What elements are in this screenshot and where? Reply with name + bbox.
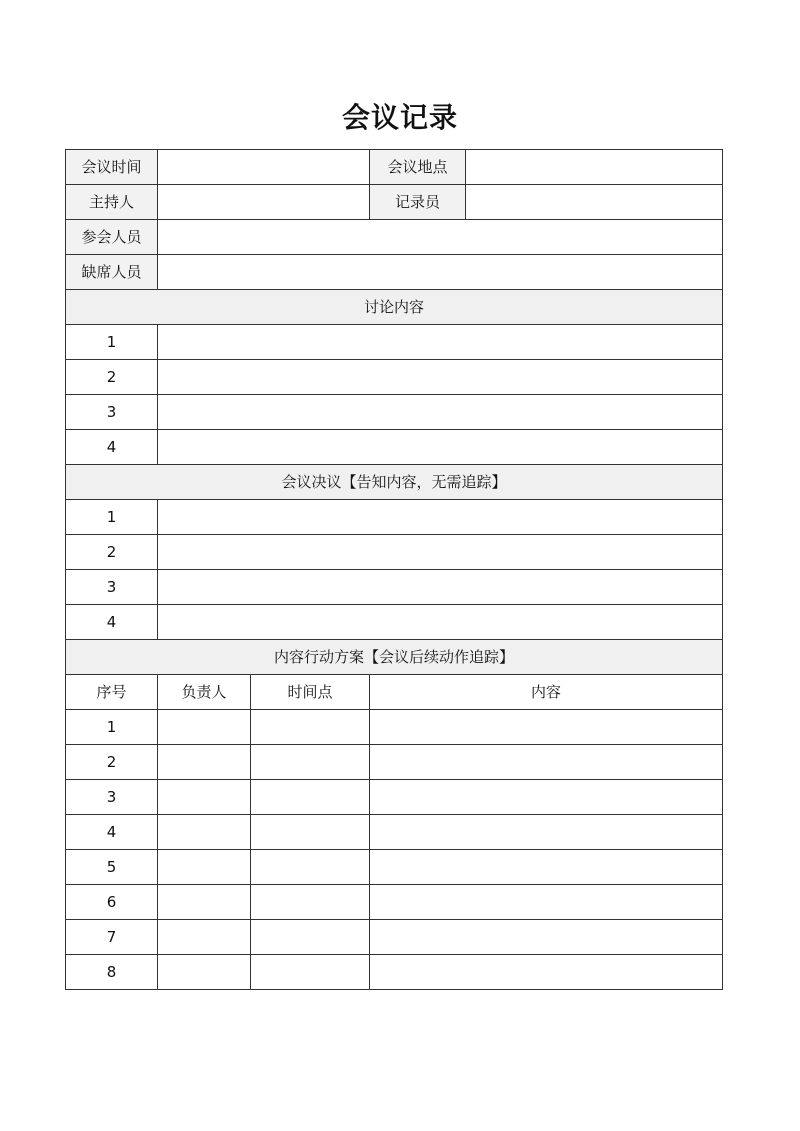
table-row — [66, 465, 723, 500]
action-content-field[interactable] — [370, 850, 723, 885]
table-row — [66, 850, 723, 885]
action-row-number: 7 — [66, 920, 158, 955]
discussion-row-number: 1 — [66, 325, 158, 360]
resolution-content-field[interactable] — [158, 500, 723, 535]
action-owner-field[interactable] — [158, 745, 251, 780]
table-row — [66, 675, 723, 710]
table-row — [66, 570, 723, 605]
actions-heading: 内容行动方案【会议后续动作追踪】 — [66, 640, 723, 675]
action-row-number: 2 — [66, 745, 158, 780]
resolution-row-number: 2 — [66, 535, 158, 570]
resolutions-heading: 会议决议【告知内容，无需追踪】 — [66, 465, 723, 500]
action-content-field[interactable] — [370, 955, 723, 990]
table-row — [66, 150, 723, 185]
table-row — [66, 360, 723, 395]
action-owner-field[interactable] — [158, 815, 251, 850]
column-header-number: 序号 — [66, 675, 158, 710]
column-header-time: 时间点 — [251, 675, 370, 710]
action-content-field[interactable] — [370, 745, 723, 780]
action-owner-field[interactable] — [158, 710, 251, 745]
table-row — [66, 780, 723, 815]
action-owner-field[interactable] — [158, 920, 251, 955]
page-title: 会议记录 — [341, 101, 458, 134]
resolution-content-field[interactable] — [158, 570, 723, 605]
absentees-field[interactable] — [158, 255, 723, 290]
action-content-field[interactable] — [370, 710, 723, 745]
table-row — [66, 220, 723, 255]
action-row-number: 1 — [66, 710, 158, 745]
action-time-field[interactable] — [251, 955, 370, 990]
action-content-field[interactable] — [370, 885, 723, 920]
action-time-field[interactable] — [251, 850, 370, 885]
table-row — [66, 185, 723, 220]
action-content-field[interactable] — [370, 920, 723, 955]
resolution-row-number: 3 — [66, 570, 158, 605]
meeting-time-field[interactable] — [158, 150, 370, 185]
recorder-field[interactable] — [466, 185, 723, 220]
table-row — [66, 255, 723, 290]
table-row — [66, 395, 723, 430]
action-content-field[interactable] — [370, 815, 723, 850]
discussion-row-number: 2 — [66, 360, 158, 395]
table-row — [66, 500, 723, 535]
meeting-place-label: 会议地点 — [370, 150, 466, 185]
action-time-field[interactable] — [251, 780, 370, 815]
discussion-row-number: 4 — [66, 430, 158, 465]
discussion-row-number: 3 — [66, 395, 158, 430]
host-label: 主持人 — [66, 185, 158, 220]
discussion-heading: 讨论内容 — [66, 290, 723, 325]
discussion-content-field[interactable] — [158, 395, 723, 430]
discussion-content-field[interactable] — [158, 360, 723, 395]
column-header-owner: 负责人 — [158, 675, 251, 710]
table-row — [66, 745, 723, 780]
action-owner-field[interactable] — [158, 885, 251, 920]
action-content-field[interactable] — [370, 780, 723, 815]
table-row — [66, 430, 723, 465]
discussion-content-field[interactable] — [158, 325, 723, 360]
action-time-field[interactable] — [251, 885, 370, 920]
discussion-content-field[interactable] — [158, 430, 723, 465]
action-time-field[interactable] — [251, 815, 370, 850]
attendees-field[interactable] — [158, 220, 723, 255]
table-row — [66, 920, 723, 955]
action-owner-field[interactable] — [158, 780, 251, 815]
absentees-label: 缺席人员 — [66, 255, 158, 290]
action-owner-field[interactable] — [158, 955, 251, 990]
table-row — [66, 885, 723, 920]
table-row — [66, 955, 723, 990]
table-row — [66, 640, 723, 675]
resolution-row-number: 1 — [66, 500, 158, 535]
action-row-number: 5 — [66, 850, 158, 885]
meeting-time-label: 会议时间 — [66, 150, 158, 185]
host-field[interactable] — [158, 185, 370, 220]
meeting-place-field[interactable] — [466, 150, 723, 185]
table-row — [66, 710, 723, 745]
action-time-field[interactable] — [251, 710, 370, 745]
resolution-content-field[interactable] — [158, 605, 723, 640]
table-row — [66, 605, 723, 640]
table-row — [66, 815, 723, 850]
table-row — [66, 325, 723, 360]
resolution-content-field[interactable] — [158, 535, 723, 570]
action-time-field[interactable] — [251, 920, 370, 955]
action-owner-field[interactable] — [158, 850, 251, 885]
table-row — [66, 535, 723, 570]
meeting-record-table — [65, 149, 723, 990]
attendees-label: 参会人员 — [66, 220, 158, 255]
resolution-row-number: 4 — [66, 605, 158, 640]
action-time-field[interactable] — [251, 745, 370, 780]
table-row — [66, 290, 723, 325]
action-row-number: 6 — [66, 885, 158, 920]
column-header-content: 内容 — [370, 675, 723, 710]
action-row-number: 3 — [66, 780, 158, 815]
action-row-number: 4 — [66, 815, 158, 850]
recorder-label: 记录员 — [370, 185, 466, 220]
action-row-number: 8 — [66, 955, 158, 990]
